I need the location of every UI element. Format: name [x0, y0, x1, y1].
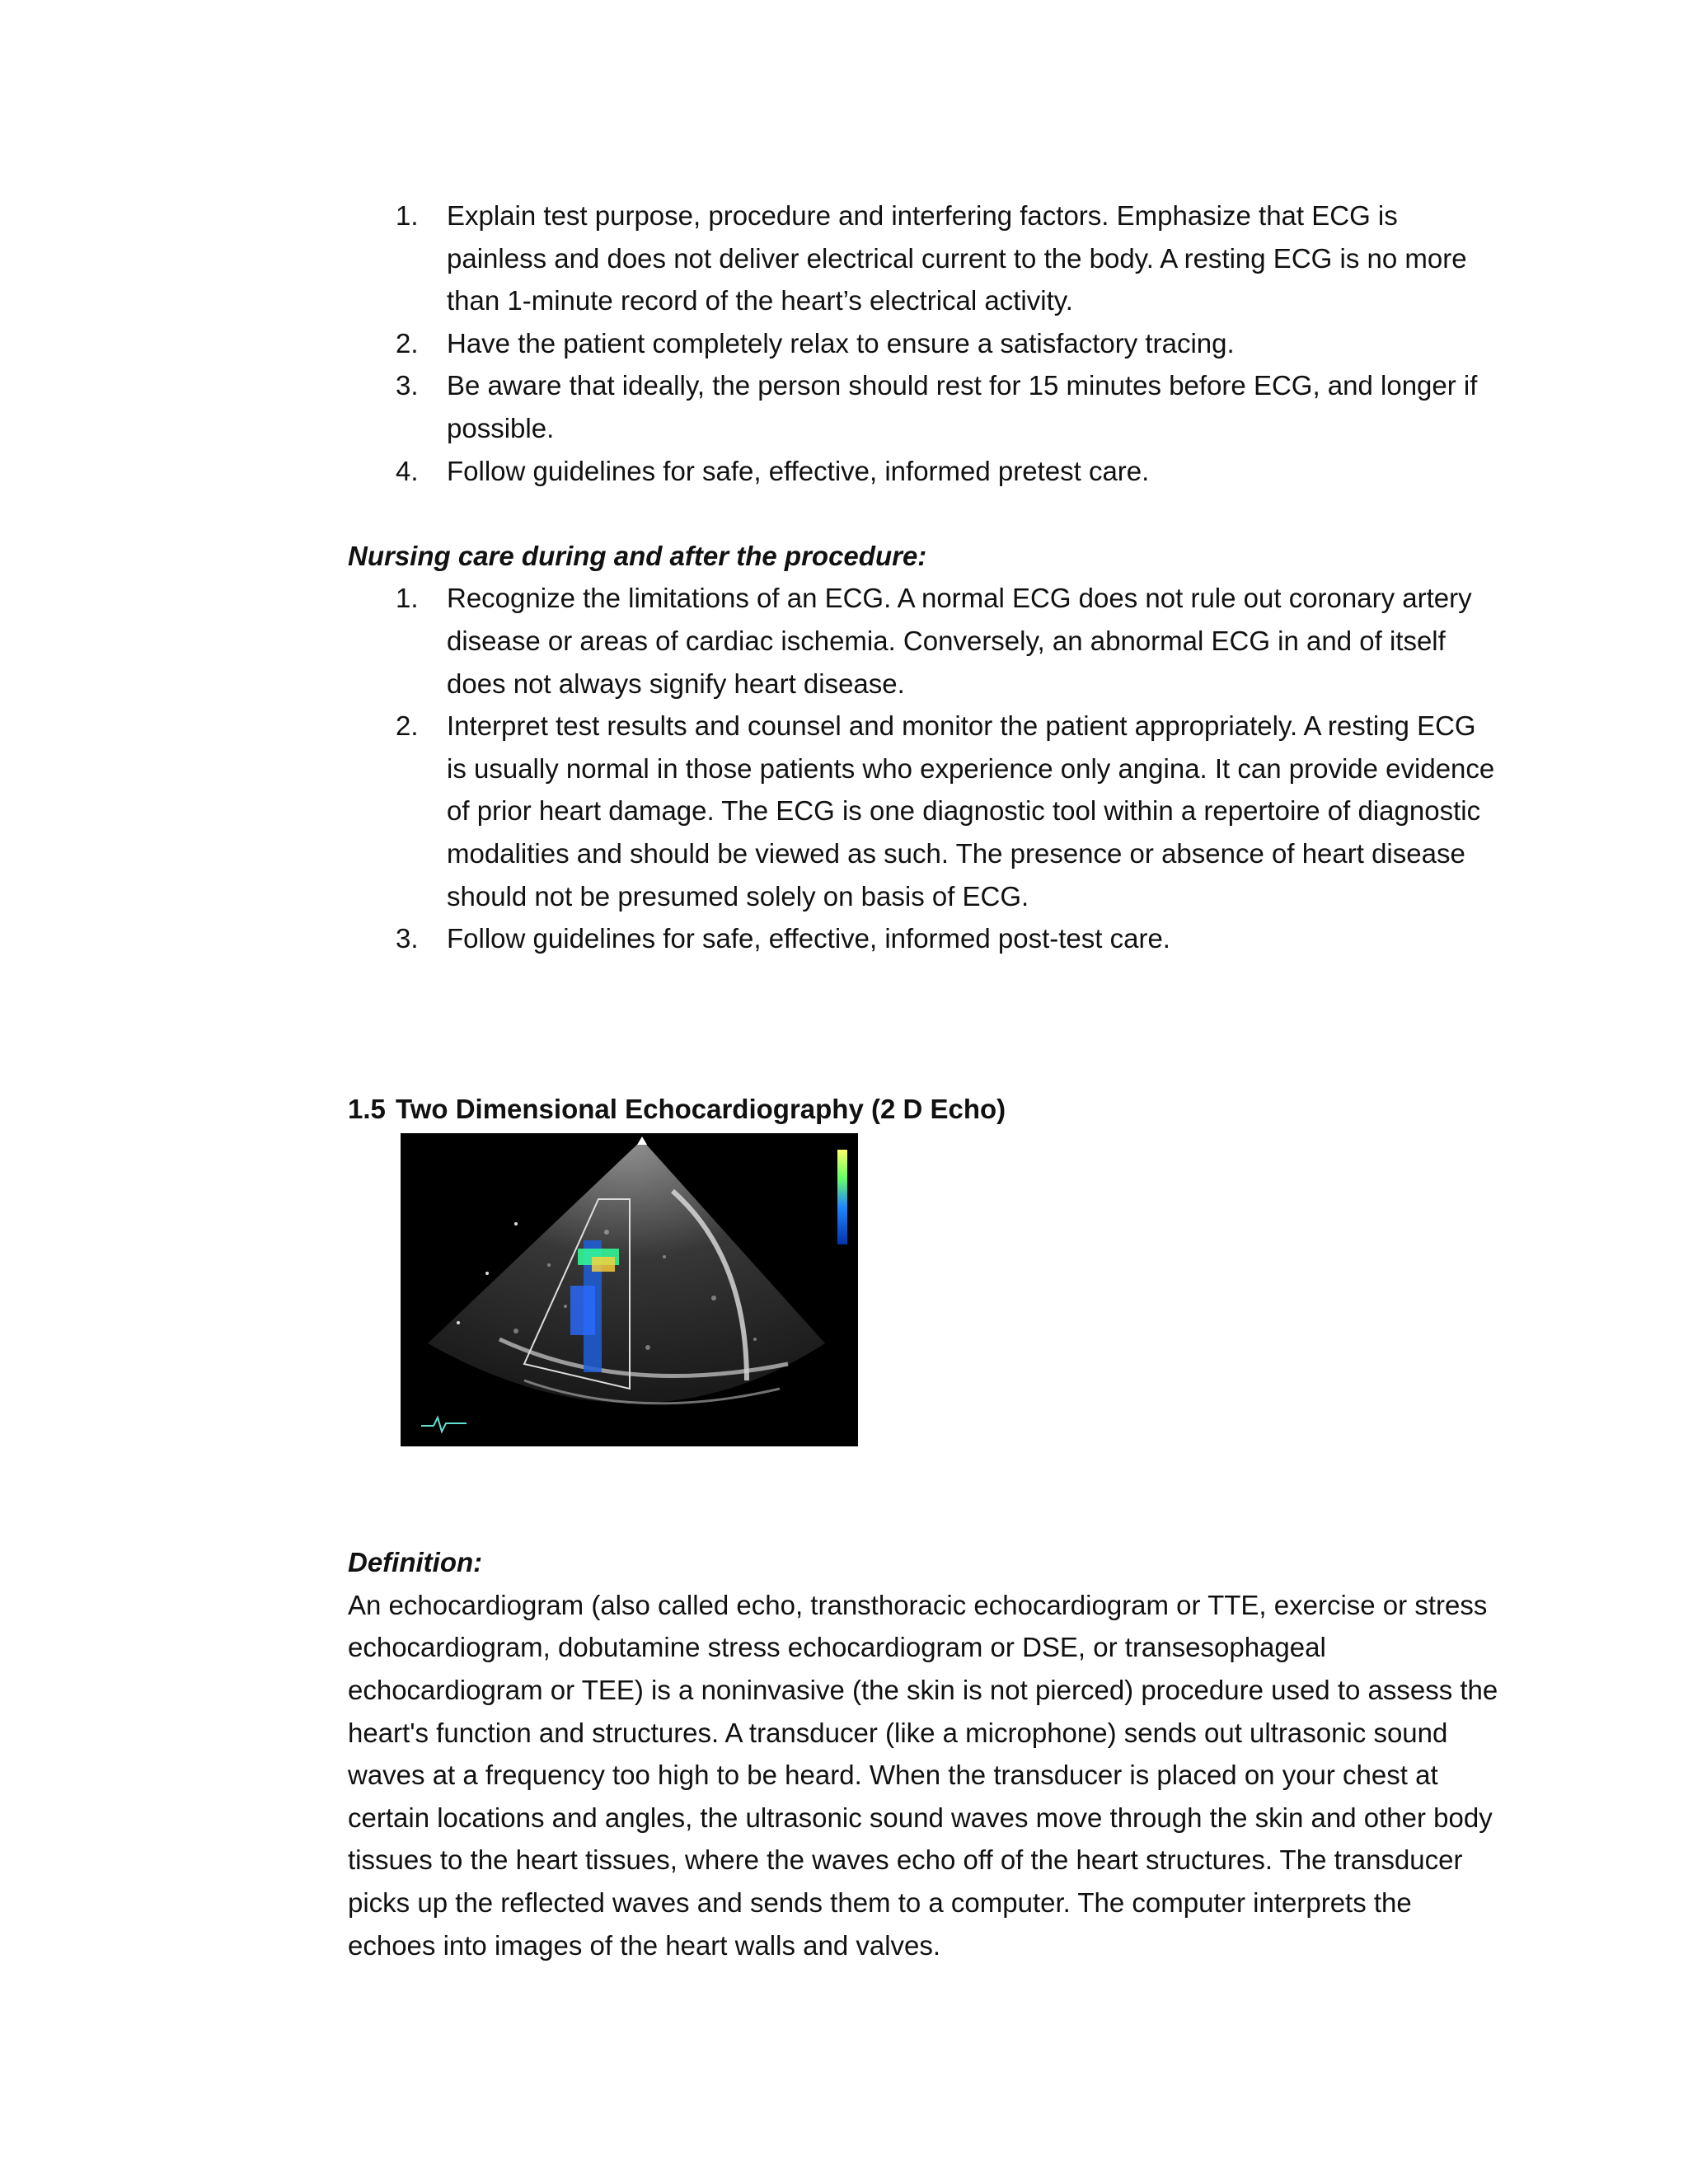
nursing-care-heading: Nursing care during and after the procedure:	[348, 540, 927, 571]
list-number: 2.	[396, 710, 419, 742]
list-number: 1.	[396, 200, 419, 231]
list-number: 3.	[396, 923, 419, 954]
list-item	[348, 577, 1502, 705]
list-item	[348, 322, 1502, 365]
echocardiogram-image	[401, 1133, 858, 1446]
list-text: Recognize the limitations of an ECG. A normal ECG does not rule out coronary artery disease or areas of cardiac ischemia. Conversely, an abnormal ECG in and of itself does not always signify heart disease.	[447, 583, 1472, 699]
list-item	[348, 194, 1502, 322]
list-number: 1.	[396, 583, 419, 614]
list-item	[348, 450, 1502, 493]
definition-heading: Definition:	[348, 1547, 483, 1578]
list-text: Explain test purpose, procedure and interfering factors. Emphasize that ECG is painless and does not deliver electrical current to the body. A resting ECG is no more than 1-minute record of the heart’s electrical activity.	[447, 200, 1467, 316]
list-item	[348, 705, 1502, 917]
section-title-text: Two Dimensional Echocardiography (2 D Echo)	[396, 1093, 1006, 1124]
section-number: 1.5	[348, 1093, 386, 1124]
nursing-care-list	[348, 577, 1502, 959]
document-page	[348, 194, 1502, 1966]
list-number: 2.	[396, 327, 419, 359]
list-text: Be aware that ideally, the person should rest for 15 minutes before ECG, and longer if possible.	[447, 370, 1478, 443]
list-item	[348, 364, 1502, 449]
list-text: Have the patient completely relax to ensure a satisfactory tracing.	[447, 327, 1235, 359]
list-text: Interpret test results and counsel and monitor the patient appropriately. A resting ECG is usually normal in those patients who experience only angina. It can provide evidence of prior heart damage. The ECG is one diagnostic tool within a repertoire of diagnostic modalities and should be viewed as such. The presence or absence of heart disease should not be presumed solely on basis of ECG.	[447, 710, 1495, 912]
list-item	[348, 917, 1502, 960]
spacer	[348, 492, 1502, 535]
list-number: 3.	[396, 370, 419, 401]
pretest-list	[348, 194, 1502, 492]
echo-image-icon	[401, 1133, 858, 1446]
list-text: Follow guidelines for safe, effective, informed post-test care.	[447, 923, 1170, 954]
definition-paragraph: An echocardiogram (also called echo, transthoracic echocardiogram or TTE, exercise or stress echocardiogram, dobutamine stress echocardiogram or DSE, or transesophageal echocardiogram or TEE) is a noninvasive (the skin is not pierced) procedure used to assess the heart's function and structures. A transducer (like a microphone) sends out ultrasonic sound waves at a frequency too high to be heard. When the transducer is placed on your chest at certain locations and angles, the ultrasonic sound waves move through the skin and other body tissues to the heart tissues, where the waves echo off of the heart structures. The transducer picks up the reflected waves and sends them to a computer. The computer interprets the echoes into images of the heart walls and valves.	[348, 1589, 1498, 1961]
list-text: Follow guidelines for safe, effective, informed pretest care.	[447, 455, 1150, 486]
list-number: 4.	[396, 455, 419, 486]
section-heading	[348, 1088, 1502, 1131]
